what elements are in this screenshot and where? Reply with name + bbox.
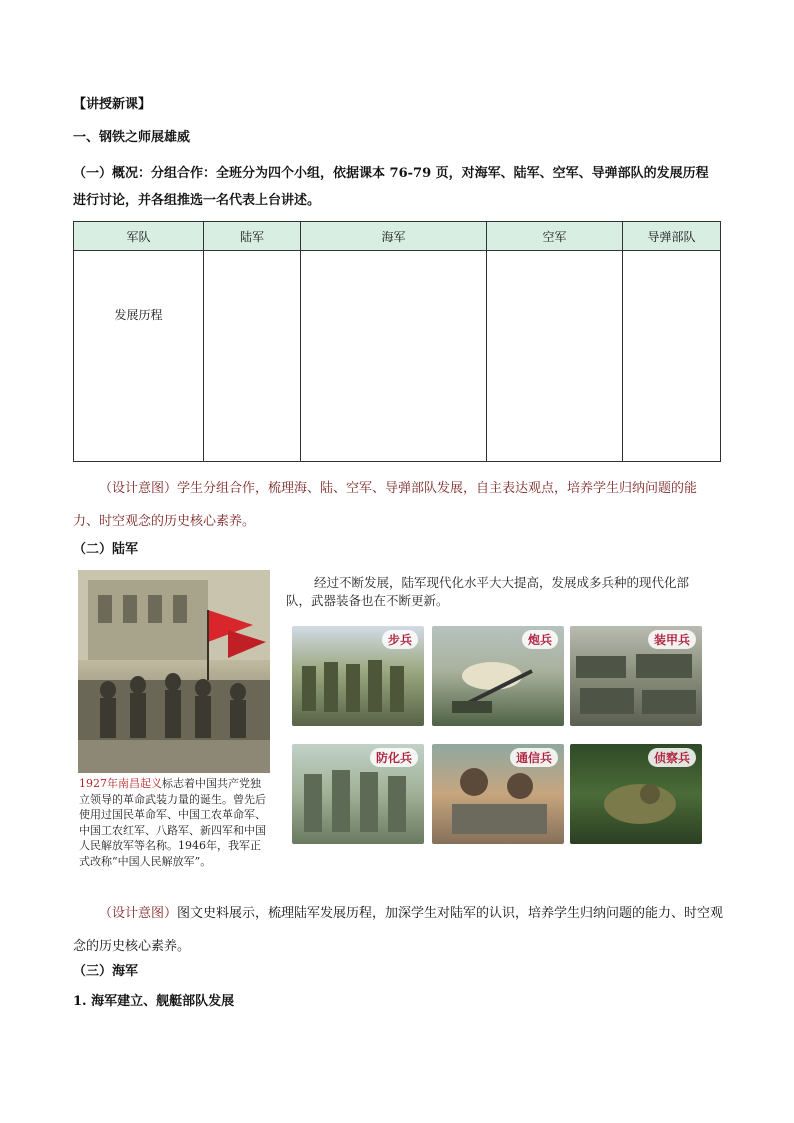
overview-text: 分组合作：全班分为四个小组，依据课本 76-79 页，对海军、陆军、空军、导弹部队的发展历程进行讨论，并各组推选一名代表上台讲述。 [73,166,709,208]
painting-illustration [78,570,270,773]
navy-subtitle: 1. 海军建立、舰艇部队发展 [73,994,235,1009]
uprising-caption [79,776,269,869]
table-header-row [74,222,721,251]
branch-infantry-photo [292,626,424,726]
branch-label: 侦察兵 [648,748,696,767]
table-header: 海军 [301,222,487,251]
table-header: 导弹部队 [623,222,721,251]
design-intent-text: 学生分组合作，梳理海、陆、空军、导弹部队发展，自主表达观点，培养学生归纳问题的能力、时空观念的历史核心素养。 [73,481,698,529]
table-row-label: 发展历程 [74,251,204,462]
overview-paragraph [73,160,721,214]
branch-label: 通信兵 [510,748,558,767]
branch-label: 装甲兵 [648,630,696,649]
table-cell-airforce[interactable] [487,251,623,462]
army-intro-text: 经过不断发展，陆军现代化水平大大提高，发展成多兵种的现代化部队，武器装备也在不断更新。 [286,575,690,608]
branch-signal-photo [432,744,564,844]
army-intro [286,574,706,610]
table-header: 军队 [74,222,204,251]
design-intent-text: 图文史料展示，梳理陆军发展历程，加深学生对陆军的认识，培养学生归纳问题的能力、时空观念的历史核心素养。 [73,906,724,954]
army-title: （二）陆军 [73,542,139,557]
task-table [73,221,721,462]
overview-prefix: （一）概况： [73,166,152,181]
design-intent-2 [73,897,728,963]
branch-label: 步兵 [382,630,418,649]
nanchang-uprising-painting [78,570,270,773]
caption-text: 标志着中国共产党独立领导的革命武装力量的诞生。曾先后使用过国民革命军、中国工农革命军、中国工农红军、八路军、新四军和中国人民解放军等名称。1946年，我军正式改称“中国人民解放军”。 [79,777,266,868]
table-row [74,251,721,462]
branch-label: 炮兵 [522,630,558,649]
table-header: 空军 [487,222,623,251]
section-title: 一、钢铁之师展雄威 [73,130,191,145]
branch-armor-photo [570,626,702,726]
caption-highlight: 1927年南昌起义 [79,777,162,790]
navy-title: （三）海军 [73,964,139,979]
branch-label: 防化兵 [370,748,418,767]
lesson-heading: 【讲授新课】 [73,97,152,112]
table-cell-missile[interactable] [623,251,721,462]
design-intent-label: （设计意图） [99,481,178,496]
design-intent-1 [73,472,723,538]
design-intent-label: （设计意图） [99,906,178,921]
branch-reconnaissance-photo [570,744,702,844]
table-cell-navy[interactable] [301,251,487,462]
table-header: 陆军 [204,222,301,251]
branch-artillery-photo [432,626,564,726]
table-cell-army[interactable] [204,251,301,462]
branch-chemical-defense-photo [292,744,424,844]
